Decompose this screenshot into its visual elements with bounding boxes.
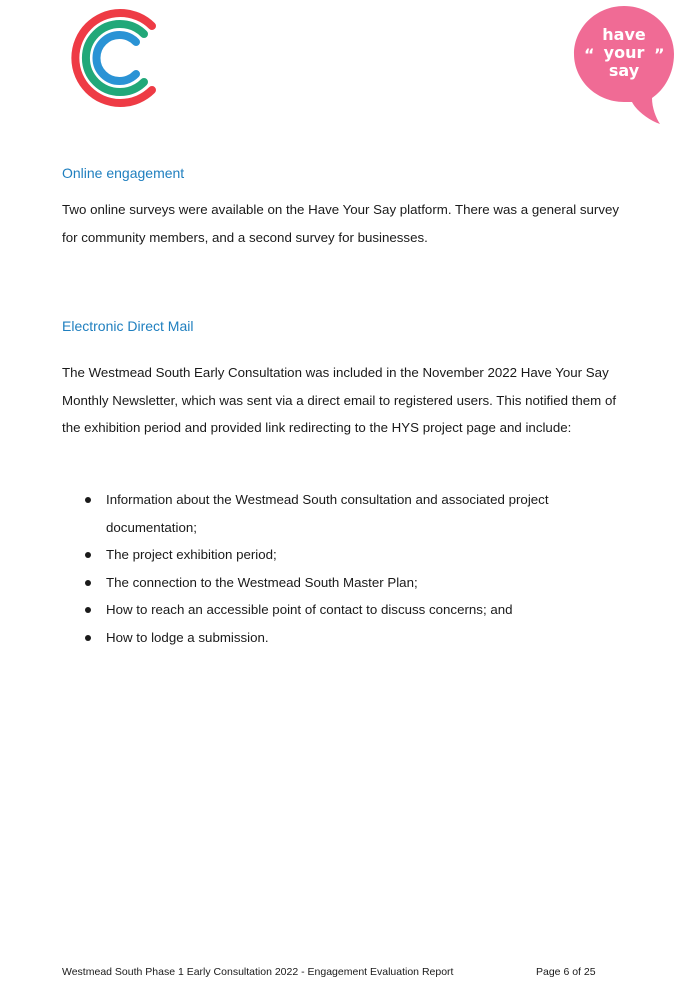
section-heading-electronic-direct-mail: Electronic Direct Mail bbox=[62, 318, 194, 334]
footer-report-title: Westmead South Phase 1 Early Consultation 2022 - Engagement Evaluation Report bbox=[62, 966, 454, 978]
list-item-text: Information about the Westmead South consultation and associated project documentation; bbox=[106, 492, 549, 535]
bullet-icon bbox=[85, 607, 91, 613]
hys-word-have: have bbox=[602, 25, 646, 44]
list-item-text: The project exhibition period; bbox=[106, 547, 277, 562]
list-item bbox=[62, 569, 628, 597]
list-item bbox=[62, 596, 628, 624]
bullet-icon bbox=[85, 497, 91, 503]
bullet-icon bbox=[85, 635, 91, 641]
hys-word-say: say bbox=[608, 61, 640, 80]
list-item bbox=[62, 624, 628, 652]
list-item-text: How to reach an accessible point of contact to discuss concerns; and bbox=[106, 602, 513, 617]
bullet-icon bbox=[85, 580, 91, 586]
have-your-say-logo-icon bbox=[572, 4, 676, 128]
list-item-text: How to lodge a submission. bbox=[106, 629, 269, 645]
footer-page-number: Page 6 of 25 bbox=[536, 966, 596, 978]
list-item-text: The connection to the Westmead South Master Plan; bbox=[106, 574, 418, 590]
hys-quote-close: ” bbox=[654, 45, 665, 64]
section-heading-online-engagement: Online engagement bbox=[62, 165, 185, 181]
list-item bbox=[62, 541, 628, 569]
council-c-logo-icon bbox=[64, 6, 160, 110]
hys-quote-open: “ bbox=[584, 45, 595, 64]
electronic-direct-mail-paragraph: The Westmead South Early Consultation was included in the November 2022 Have Your Say Monthly Newsletter, which was sent via a direct email to registered users. This notified them of the exhibition period and provided link redirecting to the HYS project page and include: bbox=[62, 365, 617, 435]
bullet-icon bbox=[85, 552, 91, 558]
list-item bbox=[62, 486, 628, 541]
edm-bullet-list bbox=[62, 486, 628, 651]
hys-word-your: your bbox=[603, 43, 645, 62]
online-engagement-paragraph: Two online surveys were available on the Have Your Say platform. There was a general survey for community members, and a second survey for businesses. bbox=[62, 202, 620, 245]
